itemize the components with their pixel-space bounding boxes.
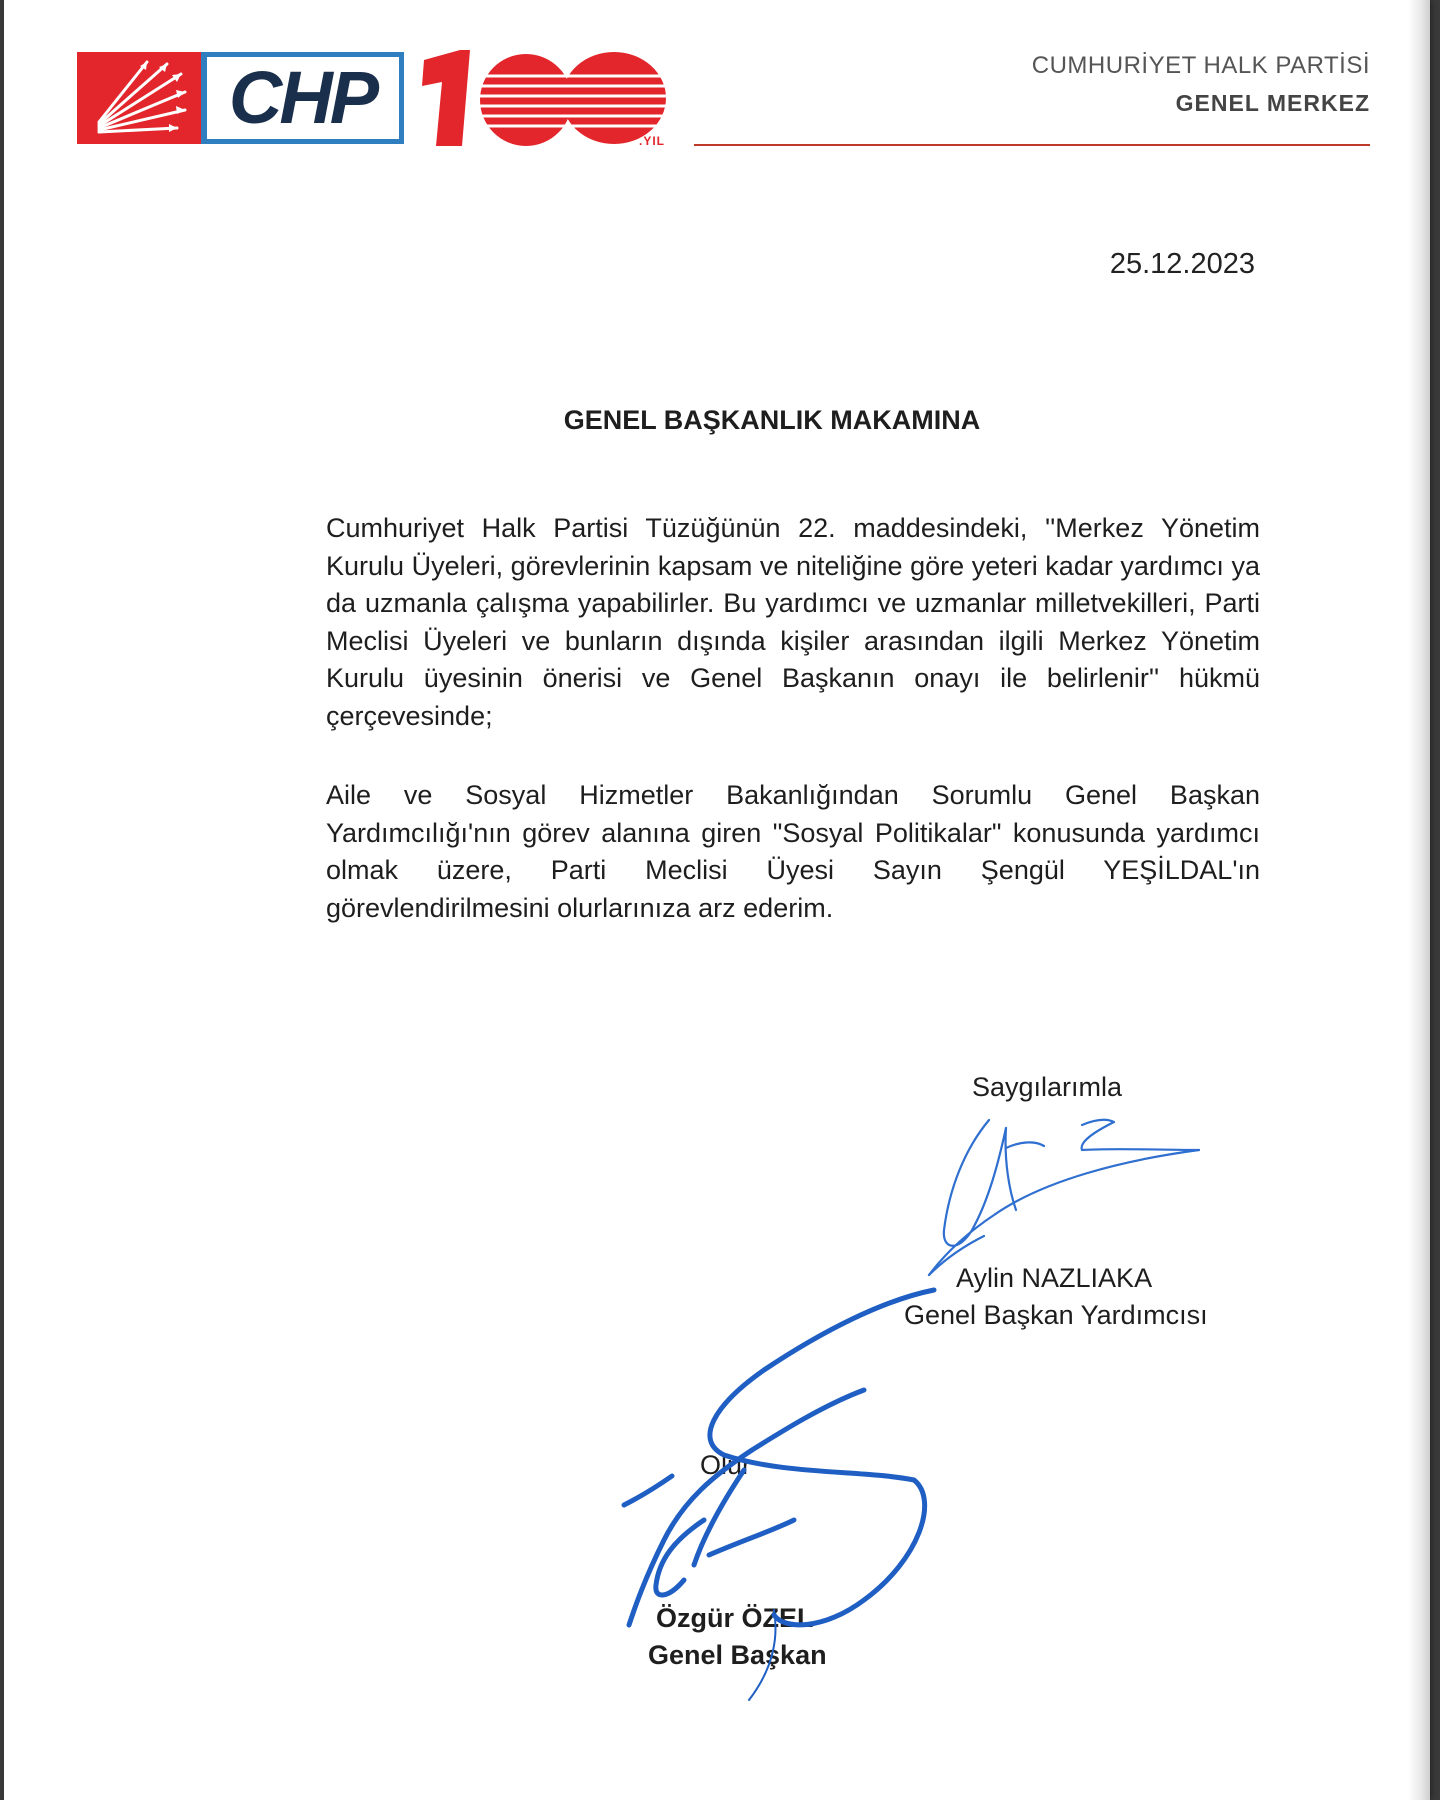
closing-salutation: Saygılarımla (972, 1072, 1123, 1102)
letter-date: 25.12.2023 (1109, 248, 1255, 280)
signature-aylin-nazliaka (929, 1120, 1199, 1275)
chp-logo (77, 52, 404, 144)
page-edge-shadow (1408, 0, 1430, 1800)
approval-label: Olur (700, 1450, 752, 1480)
chp-wordmark (201, 52, 404, 144)
approver-name: Özgür ÖZEL (656, 1603, 814, 1633)
paragraph-2: Aile ve Sosyal Hizmetler Bakanlığından Sorumlu Genel Başkan Yardımcılığı'nın görev alanına giren "Sosyal Politikalar" konusunda yardımcı olmak üzere, Parti Meclisi Üyesi Sayın Şengül YEŞİLDAL'ın görevlendirilmesini olurlarınıza arz ederim. (326, 780, 1260, 923)
six-arrows-emblem (77, 52, 201, 144)
chp-text: CHP (228, 56, 377, 139)
signature-ozgur-ozel (624, 1290, 934, 1625)
signatory-1-name: Aylin NAZLIAKA (956, 1263, 1153, 1293)
letter-title: GENEL BAŞKANLIK MAKAMINA (563, 405, 981, 435)
signatory-1-title: Genel Başkan Yardımcısı (904, 1300, 1208, 1330)
year-suffix: .YIL (639, 134, 666, 148)
party-name: CUMHURİYET HALK PARTİSİ (1031, 52, 1370, 79)
paragraph-1: Cumhuriyet Halk Partisi Tüzüğünün 22. maddesindeki, ''Merkez Yönetim Kurulu Üyeleri, görevlerinin kapsam ve niteliğine göre yeteri kadar yardımcı ya da uzmanla çalışma yapabilirler. Bu yardımcı ve uzmanlar milletvekilleri, Parti Meclisi Üyeleri ve bunların dışında kişiler arasından ilgili Merkez Yönetim Kurulu üyesinin önerisi ve Genel Başkanın onayı ile belirlenir'' hükmü çerçevesinde; (326, 513, 1260, 731)
header-divider (694, 144, 1370, 146)
document-page (4, 0, 1430, 1800)
approver-title: Genel Başkan (648, 1640, 827, 1670)
party-office: GENEL MERKEZ (1175, 90, 1370, 116)
